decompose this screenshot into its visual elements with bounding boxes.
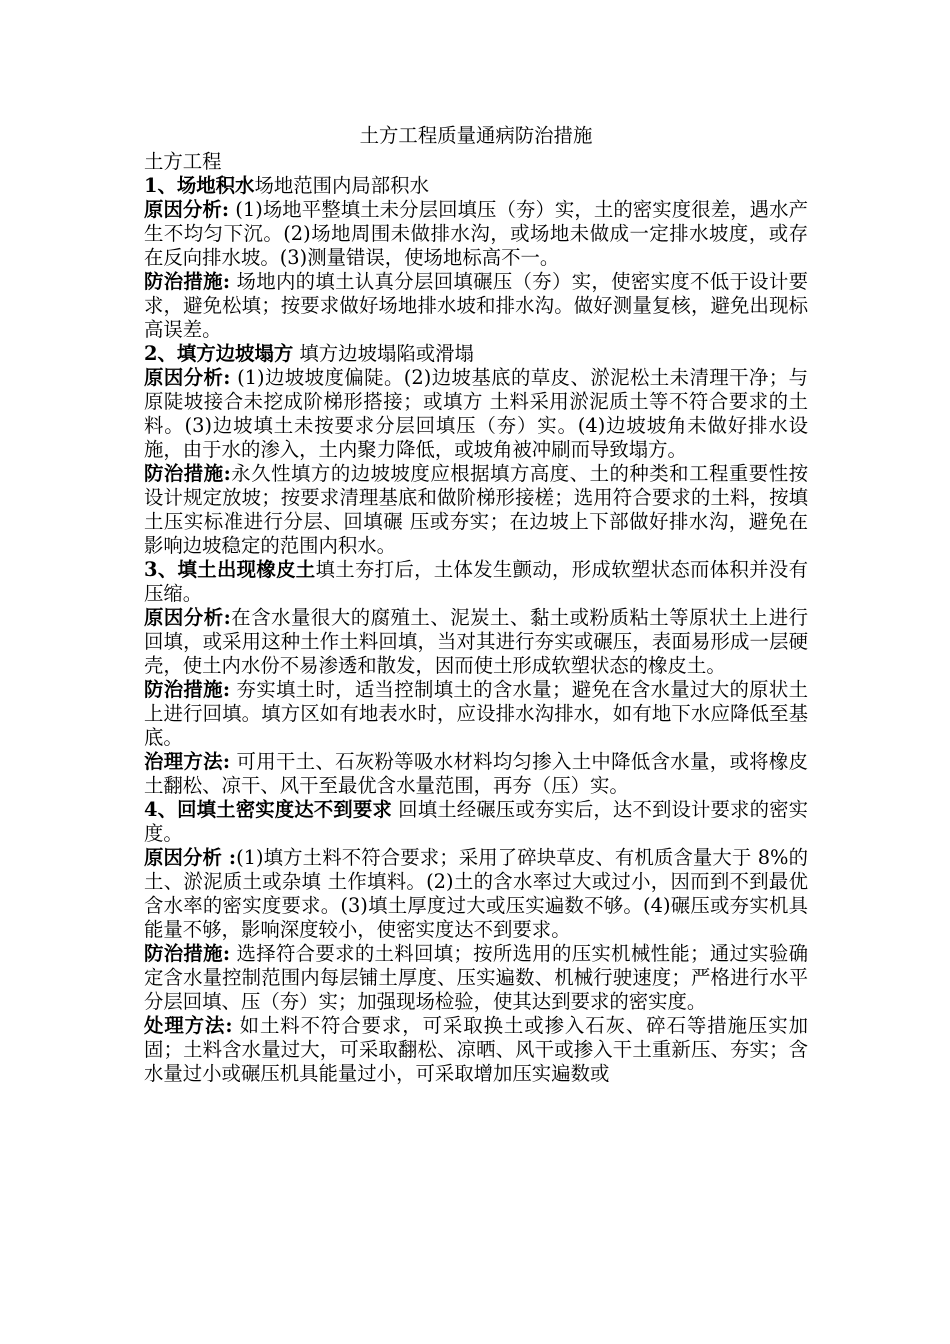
paragraph-label: 防治措施: (144, 270, 231, 293)
item-heading-text: 1、场地积水 (144, 174, 255, 197)
paragraph-text: 在含水量很大的腐殖土、泥炭土、黏土或粉质粘土等原状土上进行回填，或采用这种土作土料回填，当对其进行夯实或碾压，表面易形成一层硬壳，使土内水份不易渗透和散发，因而使土形成软塑状态的橡皮土。 (144, 606, 808, 677)
paragraph-text: 选择符合要求的土料回填；按所选用的压实机械性能；通过实验确定含水量控制范围内每层铺土厚度、压实遍数、机械行驶速度；严格进行水平分层回填、压（夯）实；加强现场检验，使其达到要求的密实度。 (144, 942, 808, 1013)
item-paragraph (144, 846, 808, 942)
paragraph-text: (1)填方土料不符合要求；采用了碎块草皮、有机质含量大于 8%的土、淤泥质土或杂填 土作填料。(2)土的含水率过大或过小，因而到不到最优含水率的密实度要求。(3)填土厚度过大或压实遍数不够。(4)碾压或夯实机具能量不够，影响深度较小，使密实度达不到要求。 (144, 846, 808, 941)
item-paragraph (144, 462, 808, 558)
item-paragraph (144, 1014, 808, 1086)
paragraph-text: 场地内的填土认真分层回填碾压（夯）实，使密实度不低于设计要求，避免松填；按要求做好场地排水坡和排水沟。做好测量复核，避免出现标高误差。 (144, 270, 808, 341)
item-heading-2 (144, 342, 808, 366)
item-paragraph (144, 678, 808, 750)
document-page (144, 124, 808, 1086)
item-paragraph (144, 198, 808, 270)
item-heading-text: 2、填方边坡塌方 (144, 342, 294, 365)
item-paragraph (144, 606, 808, 678)
section-heading: 土方工程 (144, 150, 222, 173)
paragraph-label: 防治措施: (144, 942, 231, 965)
item-heading-4 (144, 798, 808, 846)
item-summary: 填土夯打后，土体发生颤动，形成软塑状态而体积并没有压缩。 (144, 558, 808, 605)
item-paragraph (144, 750, 808, 798)
paragraph-label: 原因分析 : (144, 846, 237, 869)
paragraph-text: 永久性填方的边坡坡度应根据填方高度、土的种类和工程重要性按设计规定放坡；按要求清理基底和做阶梯形接槎；选用符合要求的土料，按填土压实标准进行分层、回填碾 压或夯实；在边坡上下部做好排水沟，避免在影响边坡稳定的范围内积水。 (144, 462, 808, 557)
paragraph-text: (1)场地平整填土未分层回填压（夯）实，土的密实度很差，遇水产生不均匀下沉。(2)场地周围未做排水沟，或场地未做成一定排水坡度，或存在反向排水坡。(3)测量错误，使场地标高不一。 (144, 198, 808, 269)
paragraph-text: 如土料不符合要求，可采取换土或掺入石灰、碎石等措施压实加固；土料含水量过大，可采取翻松、凉晒、风干或掺入干土重新压、夯实；含水量过小或碾压机具能量过小，可采取增加压实遍数或 (144, 1014, 808, 1085)
item-summary: 填方边坡塌陷或滑塌 (293, 342, 474, 365)
paragraph-label: 防治措施: (144, 462, 231, 485)
paragraph-label: 原因分析: (144, 198, 230, 221)
item-heading-3 (144, 558, 808, 606)
item-summary: 场地范围内局部积水 (254, 174, 429, 197)
paragraph-label: 治理方法: (144, 750, 231, 773)
item-heading-text: 4、回填土密实度达不到要求 (144, 798, 392, 821)
document-title: 土方工程质量通病防治措施 (359, 124, 593, 147)
paragraph-text: 可用干土、石灰粉等吸水材料均匀掺入土中降低含水量，或将橡皮土翻松、凉干、风干至最优含水量范围，再夯（压）实。 (144, 750, 808, 797)
item-paragraph (144, 942, 808, 1014)
item-heading-1 (144, 174, 808, 198)
item-summary: 回填土经碾压或夯实后，达不到设计要求的密实度。 (144, 798, 808, 845)
paragraph-label: 原因分析: (144, 606, 231, 629)
item-paragraph (144, 270, 808, 342)
item-heading-text: 3、填土出现橡皮土 (144, 558, 316, 581)
paragraph-text: (1)边坡坡度偏陡。(2)边坡基底的草皮、淤泥松土未清理干净；与原陡坡接合未挖成阶梯形搭接；或填方 土料采用淤泥质土等不符合要求的土料。(3)边坡填土未按要求分层回填压（夯）实。(4)边坡坡角未做好排水设施，由于水的渗入，土内聚力降低，或坡角被冲刷而导致塌方。 (144, 366, 808, 461)
paragraph-text: 夯实填土时，适当控制填土的含水量；避免在含水量过大的原状土上进行回填。填方区如有地表水时，应设排水沟排水，如有地下水应降低至基底。 (144, 678, 808, 749)
paragraph-label: 防治措施: (144, 678, 231, 701)
item-paragraph (144, 366, 808, 462)
paragraph-label: 处理方法: (144, 1014, 233, 1037)
paragraph-label: 原因分析: (144, 366, 231, 389)
